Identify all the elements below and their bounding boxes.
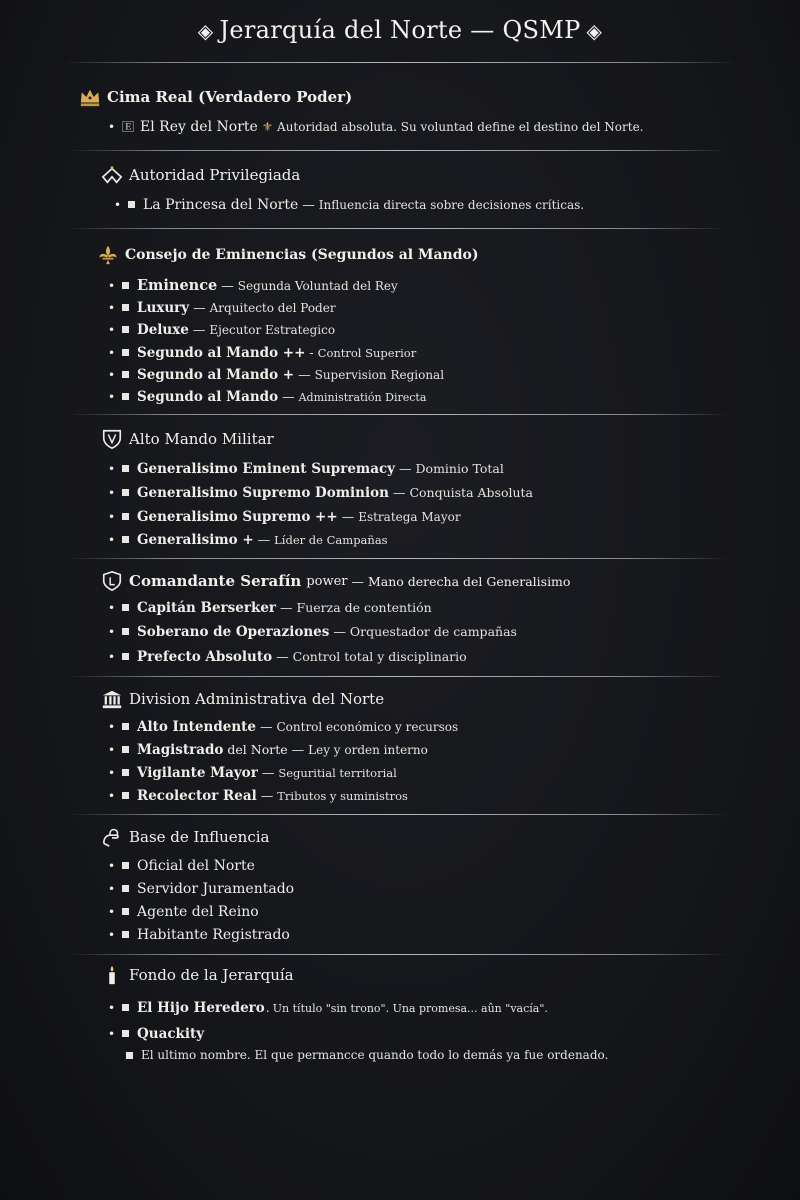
page-title <box>192 16 608 44</box>
list-item: • Generalisimo Supremo Dominion — Conquista Absoluta <box>108 485 534 501</box>
list-item: • Deluxe — Ejecutor Estrategico <box>108 322 336 338</box>
list-item: • Generalisimo Eminent Supremacy — Dominio Total <box>108 461 504 477</box>
list-item: • Segundo al Mando ++ - Control Superior <box>108 345 417 361</box>
divider <box>68 150 728 151</box>
list-item: • Alto Intendente — Control económico y recursos <box>108 719 459 735</box>
list-item: • Eminence — Segunda Voluntad del Rey <box>108 277 398 294</box>
list-item: • Oficial del Norte <box>108 858 255 874</box>
divider <box>68 676 728 677</box>
divider <box>68 414 728 415</box>
hand-icon <box>100 826 124 848</box>
list-item: • Capitán Berserker — Fuerza de contentión <box>108 600 432 616</box>
divider <box>64 62 736 63</box>
list-item: • La Princesa del Norte — Influencia directa sobre decisiones críticas. <box>114 197 585 213</box>
note: El ultimo nombre. El que permancce quando todo lo demás ya fue ordenado. <box>126 1048 608 1062</box>
section-heading-autoridad: Autoridad Privilegiada <box>100 164 300 186</box>
list-item: • Luxury — Arquitecto del Poder <box>108 300 336 316</box>
list-item: • El Hijo Heredero . Un título "sin trono". Una promesa... aûn "vacía". <box>108 1000 548 1016</box>
list-item: • Generalisimo Supremo ++ — Estratega Mayor <box>108 509 461 525</box>
fleur-de-lis-icon <box>96 244 120 266</box>
section-heading-division: Division Administrativa del Norte <box>100 688 384 710</box>
divider <box>68 228 728 229</box>
page-header <box>0 16 800 44</box>
list-item: • Prefecto Absoluto — Control total y disciplinario <box>108 649 467 665</box>
section-heading-fondo: Fondo de la Jerarquía <box>100 964 294 986</box>
diamond-icon: ◈ <box>197 19 214 43</box>
tiara-icon <box>100 164 124 186</box>
list-item: • Segundo al Mando + — Supervision Regional <box>108 367 445 383</box>
title-text: Jerarquía del Norte — QSMP <box>219 16 581 44</box>
list-item: • Segundo al Mando — Administratión Directa <box>108 389 427 405</box>
building-icon <box>100 688 124 710</box>
section-heading-consejo: Consejo de Eminencias (Segundos al Mando) <box>96 244 478 266</box>
list-item: • Vigilante Mayor — Seguritial territorial <box>108 765 397 781</box>
list-item: • Quackity <box>108 1026 205 1042</box>
list-item: • Magistrado del Norte — Ley y orden interno <box>108 742 428 758</box>
list-item: • Servidor Juramentado <box>108 881 295 897</box>
divider <box>68 814 728 815</box>
section-heading-base: Base de Influencia <box>100 826 270 848</box>
list-item: • Generalisimo + — Líder de Campañas <box>108 532 388 548</box>
candle-icon <box>100 964 124 986</box>
section-heading-alto-mando: Alto Mando Militar <box>100 428 274 450</box>
crown-icon <box>78 86 102 108</box>
diamond-icon: ◈ <box>586 19 603 43</box>
list-item: • Agente del Reino <box>108 904 259 920</box>
list-item: • Soberano de Operaziones — Orquestador de campañas <box>108 624 517 640</box>
divider <box>68 954 728 955</box>
letter-mark: 🄴 <box>122 120 135 134</box>
list-item: • 🄴 El Rey del Norte ⚜ Autoridad absoluta. Su voluntad define el destino del Norte. <box>108 119 644 135</box>
fleur-icon: ⚜ <box>261 119 274 134</box>
section-heading-comandante: Comandante Serafín power — Mano derecha del Generalisimo <box>100 570 570 592</box>
section-heading-cima-real: Cima Real (Verdadero Poder) <box>78 86 352 108</box>
military-shield-icon <box>100 428 124 450</box>
list-item: • Recolector Real — Tributos y suministros <box>108 788 408 804</box>
list-item: • Habitante Registrado <box>108 927 290 943</box>
divider <box>68 558 728 559</box>
shield-icon <box>100 570 124 592</box>
